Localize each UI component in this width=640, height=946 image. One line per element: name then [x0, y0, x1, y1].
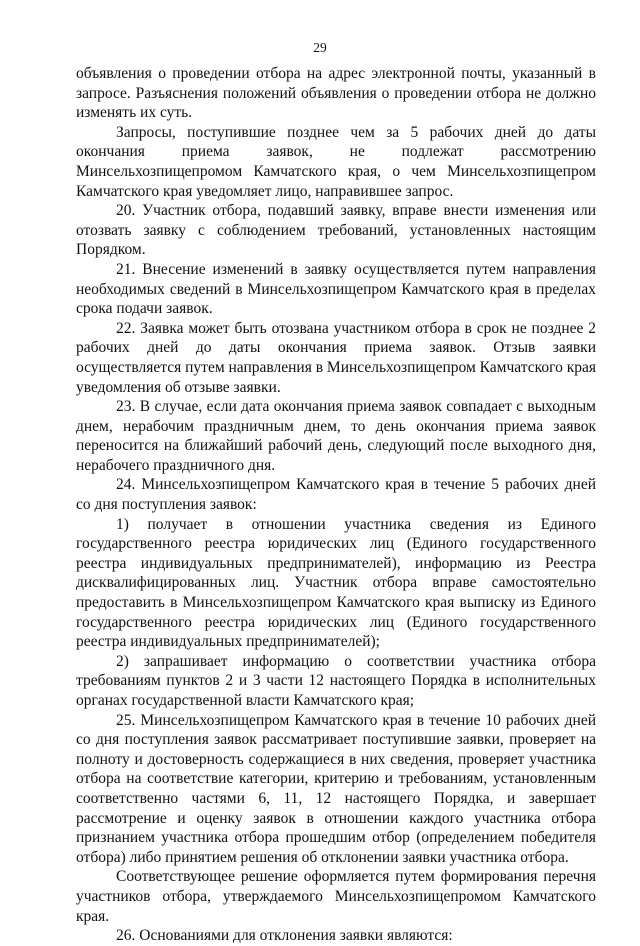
- paragraph-item-23: 23. В случае, если дата окончания приема заявок совпадает с выходным днем, нерабочим праздничным днем, то день окончания приема заявок переносится на ближайший рабочий день, следующий после выходного дня, нерабочего праздничного дня.: [76, 398, 596, 474]
- paragraph-item-20: 20. Участник отбора, подавший заявку, вправе внести изменения или отозвать заявку с соблюдением требований, установленных настоящим Порядком.: [76, 202, 596, 259]
- paragraph-item-26: 26. Основаниями для отклонения заявки являются:: [116, 927, 453, 945]
- paragraph-requests: Запросы, поступившие позднее чем за 5 рабочих дней до даты окончания приема заявок, не подлежат рассмотрению Минсельхозпищепромом Камчатского края, о чем Минсельхозпищепром Камчатского края уведомляет лицо, направившее запрос.: [76, 123, 596, 200]
- paragraph-item-25: 25. Минсельхозпищепром Камчатского края в течение 10 рабочих дней со дня поступления заявок рассматривает поступившие заявки, проверяет на полноту и достоверность содержащиеся в них сведения, проверяет участника отбора на соответствие категории, критерию и требованиям, установленным соответственно частями 6, 11, 12 настоящего Порядка, и завершает рассмотрение и оценку заявок в отношении каждого участника отбора признанием участника отбора прошедшим отбор (определением победителя отбора) либо принятием решения об отклонении заявки участника отбора.: [76, 711, 596, 866]
- body-text: [76, 64, 596, 946]
- paragraph-decision: Соответствующее решение оформляется путем формирования перечня участников отбора, утверждаемого Минсельхозпищепромом Камчатского края.: [76, 868, 596, 925]
- paragraph-item-21: 21. Внесение изменений в заявку осуществляется путем направления необходимых сведений в Минсельхозпищепром Камчатского края в пределах срока подачи заявок.: [76, 260, 596, 318]
- paragraph-item-22: 22. Заявка может быть отозвана участником отбора в срок не позднее 2 рабочих дней до даты окончания приема заявок. Отзыв заявки осуществляется путем направления в Минсельхозпищепром Камчатского края уведомления об отзыве заявки.: [76, 319, 596, 396]
- paragraph-item-24-2: 2) запрашивает информацию о соответствии участника отбора требованиям пунктов 2 и 3 части 12 настоящего Порядка в исполнительных органах государственной власти Камчатского края;: [76, 652, 596, 709]
- paragraph-continuation: объявления о проведении отбора на адрес электронной почты, указанный в запросе. Разъяснения положений объявления о проведении отбора не должно изменять их суть.: [76, 65, 596, 122]
- paragraph-item-24: 24. Минсельхозпищепром Камчатского края в течение 5 рабочих дней со дня поступления заявок:: [76, 476, 596, 514]
- page-number: 29: [313, 40, 327, 55]
- paragraph-item-24-1: 1) получает в отношении участника сведения из Единого государственного реестра юридических лиц (Единого государственного реестра индивидуальных предпринимателей), информацию из Реестра дисквалифицированных лиц. Участник отбора вправе самостоятельно предоставить в Минсельхозпищепром Камчатского края выписку из Единого государственного реестра юридических лиц (Единого государственного реестра индивидуальных предпринимателей);: [76, 515, 596, 651]
